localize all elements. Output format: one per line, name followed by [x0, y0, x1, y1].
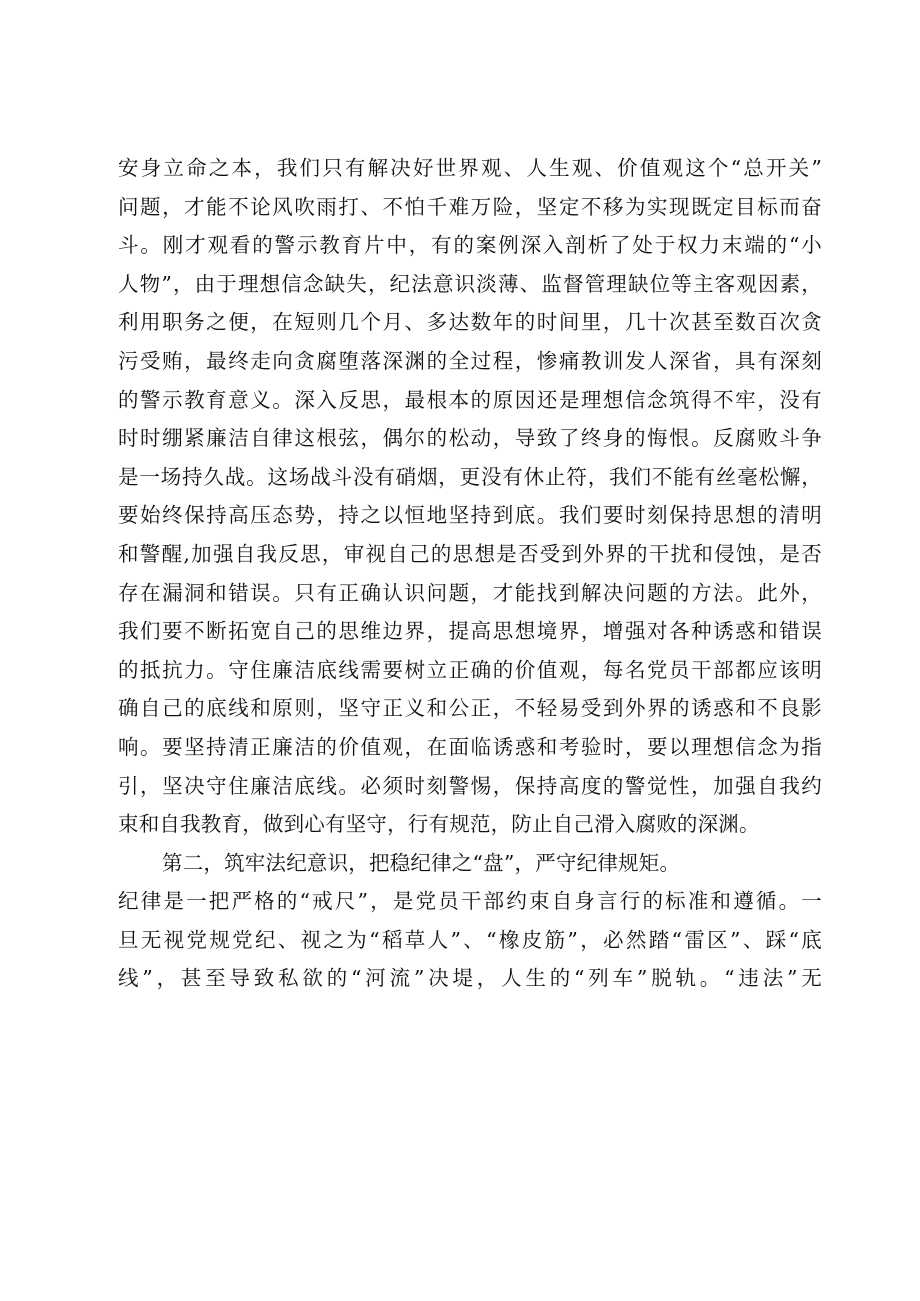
text-line: 安身立命之本，我们只有解决好世界观、人生观、价值观这个“总开关”: [118, 156, 822, 180]
text-line: 纪律是一把严格的“戒尺”，是党员干部约束自身言行的标准和遵循。一: [118, 889, 822, 914]
text-line: 人物”，由于理想信念缺失，纪法意识淡薄、监督管理缺位等主客观因素，: [118, 271, 822, 296]
text-line: 斗。刚才观看的警示教育片中，有的案例深入剖析了处于权力末端的“小: [118, 233, 822, 258]
text-line: 要始终保持高压态势，持之以恒地坚持到底。我们要时刻保持思想的清明: [118, 503, 822, 528]
text-line: 我们要不断拓宽自己的思维边界，提高思想境界，增强对各种诱惑和错误: [118, 619, 822, 644]
text-line: 的警示教育意义。深入反思，最根本的原因还是理想信念筑得不牢，没有: [118, 387, 822, 412]
section-heading: 第二，筑牢法纪意识，把稳纪律之“盘”，严守纪律规矩。: [162, 850, 681, 875]
body-text: [118, 149, 822, 998]
text-line: 的抵抗力。守住廉洁底线需要树立正确的价值观，每名党员干部都应该明: [118, 657, 822, 682]
text-line: 线”，甚至导致私欲的“河流”决堤，人生的“列车”脱轨。“违法”无: [118, 966, 822, 991]
text-line: 利用职务之便，在短则几个月、多达数年的时间里，几十次甚至数百次贪: [118, 310, 822, 335]
text-line: 旦无视党规党纪、视之为“稻草人”、“橡皮筋”，必然踏“雷区”、踩“底: [118, 927, 822, 952]
text-line: 时时绷紧廉洁自律这根弦，偶尔的松动，导致了终身的悔恨。反腐败斗争: [118, 426, 822, 451]
text-line: 是一场持久战。这场战斗没有硝烟，更没有休止符，我们不能有丝毫松懈，: [118, 464, 822, 489]
text-line: 污受贿，最终走向贪腐堕落深渊的全过程，惨痛教训发人深省，具有深刻: [118, 348, 822, 373]
text-line: 确自己的底线和原则，坚守正义和公正，不轻易受到外界的诱惑和不良影: [118, 696, 822, 721]
text-line: 和警醒,加强自我反思，审视自己的思想是否受到外界的干扰和侵蚀，是否: [118, 541, 822, 566]
text-line: 束和自我教育，做到心有坚守，行有规范，防止自己滑入腐败的深渊。: [118, 812, 760, 837]
text-line: 引，坚决守住廉洁底线。必须时刻警惕，保持高度的警觉性，加强自我约: [118, 773, 822, 798]
text-line: 问题，才能不论风吹雨打、不怕千难万险，坚定不移为实现既定目标而奋: [118, 194, 822, 219]
text-line: 存在漏洞和错误。只有正确认识问题，才能找到解决问题的方法。此外，: [118, 580, 822, 605]
text-line: 响。要坚持清正廉洁的价值观，在面临诱惑和考验时，要以理想信念为指: [118, 734, 822, 759]
